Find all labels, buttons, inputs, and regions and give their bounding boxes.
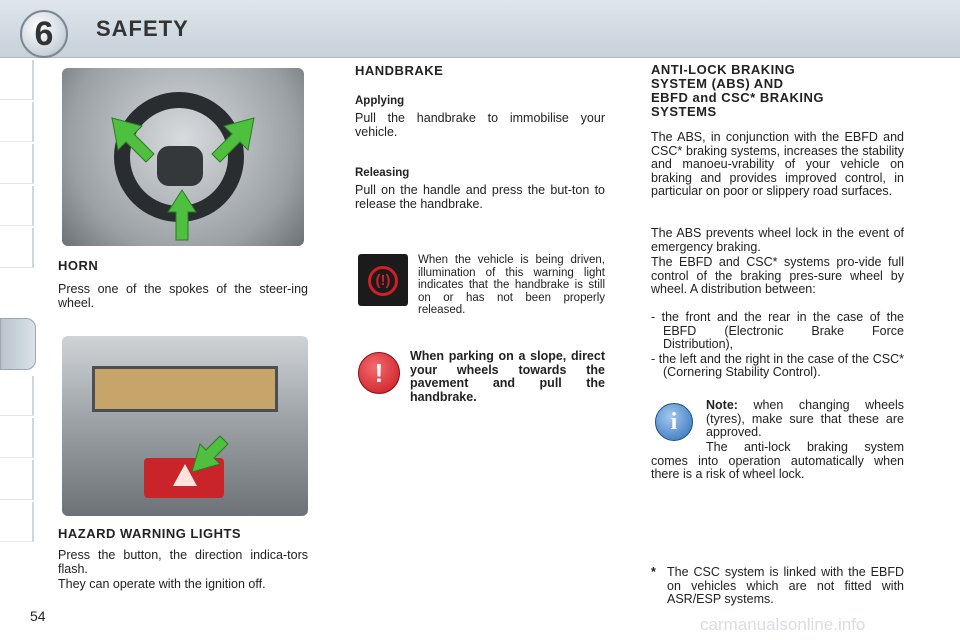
watermark: carmanualsonline.info: [700, 615, 866, 634]
abs-heading-line: EBFD and CSC* BRAKING: [651, 90, 825, 105]
chapter-tabs: [0, 60, 34, 580]
exclamation-icon: !: [358, 352, 400, 394]
chapter-tab[interactable]: [0, 460, 34, 500]
footnote-text: The CSC system is linked with the EBFD on vehicles which are not fitted with ASR/ESP systems.: [667, 565, 904, 606]
hazard-text-1: Press the button, the direction indica-tors flash.: [58, 548, 308, 576]
chapter-number-badge: 6: [20, 10, 68, 58]
note-text-2: The anti-lock braking system comes into operation automatically when there is a risk of wheel lock.: [651, 440, 904, 481]
chapter-tab-active[interactable]: [0, 318, 36, 370]
warning-light-text: When the vehicle is being driven, illumination of this warning light indicates that the handbrake is still on or has not been properly released.: [418, 254, 605, 316]
hazard-text-2: They can operate with the ignition off.: [58, 577, 266, 591]
chapter-tab[interactable]: [0, 376, 34, 416]
handbrake-heading: HANDBRAKE: [355, 63, 444, 78]
slope-warning-text: When parking on a slope, direct your wheels towards the pavement and pull the handbrake.: [410, 349, 605, 404]
horn-heading: HORN: [58, 258, 99, 273]
pointer-arrow-icon: [62, 336, 308, 516]
hazard-button-photo: [62, 336, 308, 516]
note-label: Note:: [706, 398, 738, 412]
note-body: when changing wheels (tyres), make sure that these are approved.: [706, 398, 904, 439]
chapter-tab[interactable]: [0, 102, 34, 142]
abs-distribution-list: [651, 311, 904, 381]
abs-paragraph-3: The EBFD and CSC* systems pro-vide full control of the braking pres-sure wheel by wheel. A distribution between:: [651, 255, 904, 296]
abs-heading-line: SYSTEMS: [651, 104, 717, 119]
abs-heading-line: SYSTEM (ABS) AND: [651, 76, 784, 91]
chapter-title: SAFETY: [96, 16, 189, 41]
chapter-tab[interactable]: [0, 60, 34, 100]
handbrake-warning-light: [358, 254, 408, 306]
brake-warning-icon: (!): [368, 266, 398, 296]
page-number: 54: [30, 608, 46, 624]
steering-wheel-photo: [62, 68, 304, 246]
list-item: - the left and the right in the case of the CSC* (Cornering Stability Control).: [651, 351, 904, 379]
abs-paragraph-2: The ABS prevents wheel lock in the event of emergency braking.: [651, 226, 904, 254]
releasing-heading: Releasing: [355, 167, 410, 179]
applying-text: Pull the handbrake to immobilise your vehicle.: [355, 111, 605, 139]
list-item: - the front and the rear in the case of the EBFD (Electronic Brake Force Distribution),: [651, 310, 904, 351]
horn-arrows-icon: [62, 68, 304, 246]
footnote-star: *: [651, 565, 656, 579]
applying-heading: Applying: [355, 95, 405, 107]
hazard-heading: HAZARD WARNING LIGHTS: [58, 526, 242, 541]
info-icon: i: [655, 403, 693, 441]
chapter-tab[interactable]: [0, 418, 34, 458]
chapter-tab[interactable]: [0, 144, 34, 184]
chapter-tab[interactable]: [0, 228, 34, 268]
chapter-tab[interactable]: [0, 186, 34, 226]
note-text: [706, 399, 904, 440]
chapter-header: [0, 0, 960, 58]
chapter-tab[interactable]: [0, 502, 34, 542]
abs-heading: [651, 63, 824, 119]
horn-text: Press one of the spokes of the steer-ing wheel.: [58, 282, 308, 310]
abs-heading-line: ANTI-LOCK BRAKING: [651, 62, 796, 77]
releasing-text: Pull on the handle and press the but-ton to release the handbrake.: [355, 183, 605, 211]
abs-paragraph-1: The ABS, in conjunction with the EBFD and CSC* braking systems, increases the stability and manoeu-vrability of your vehicle on braking and provides improved control, in particular on poor or slippery road surfaces.: [651, 130, 904, 198]
